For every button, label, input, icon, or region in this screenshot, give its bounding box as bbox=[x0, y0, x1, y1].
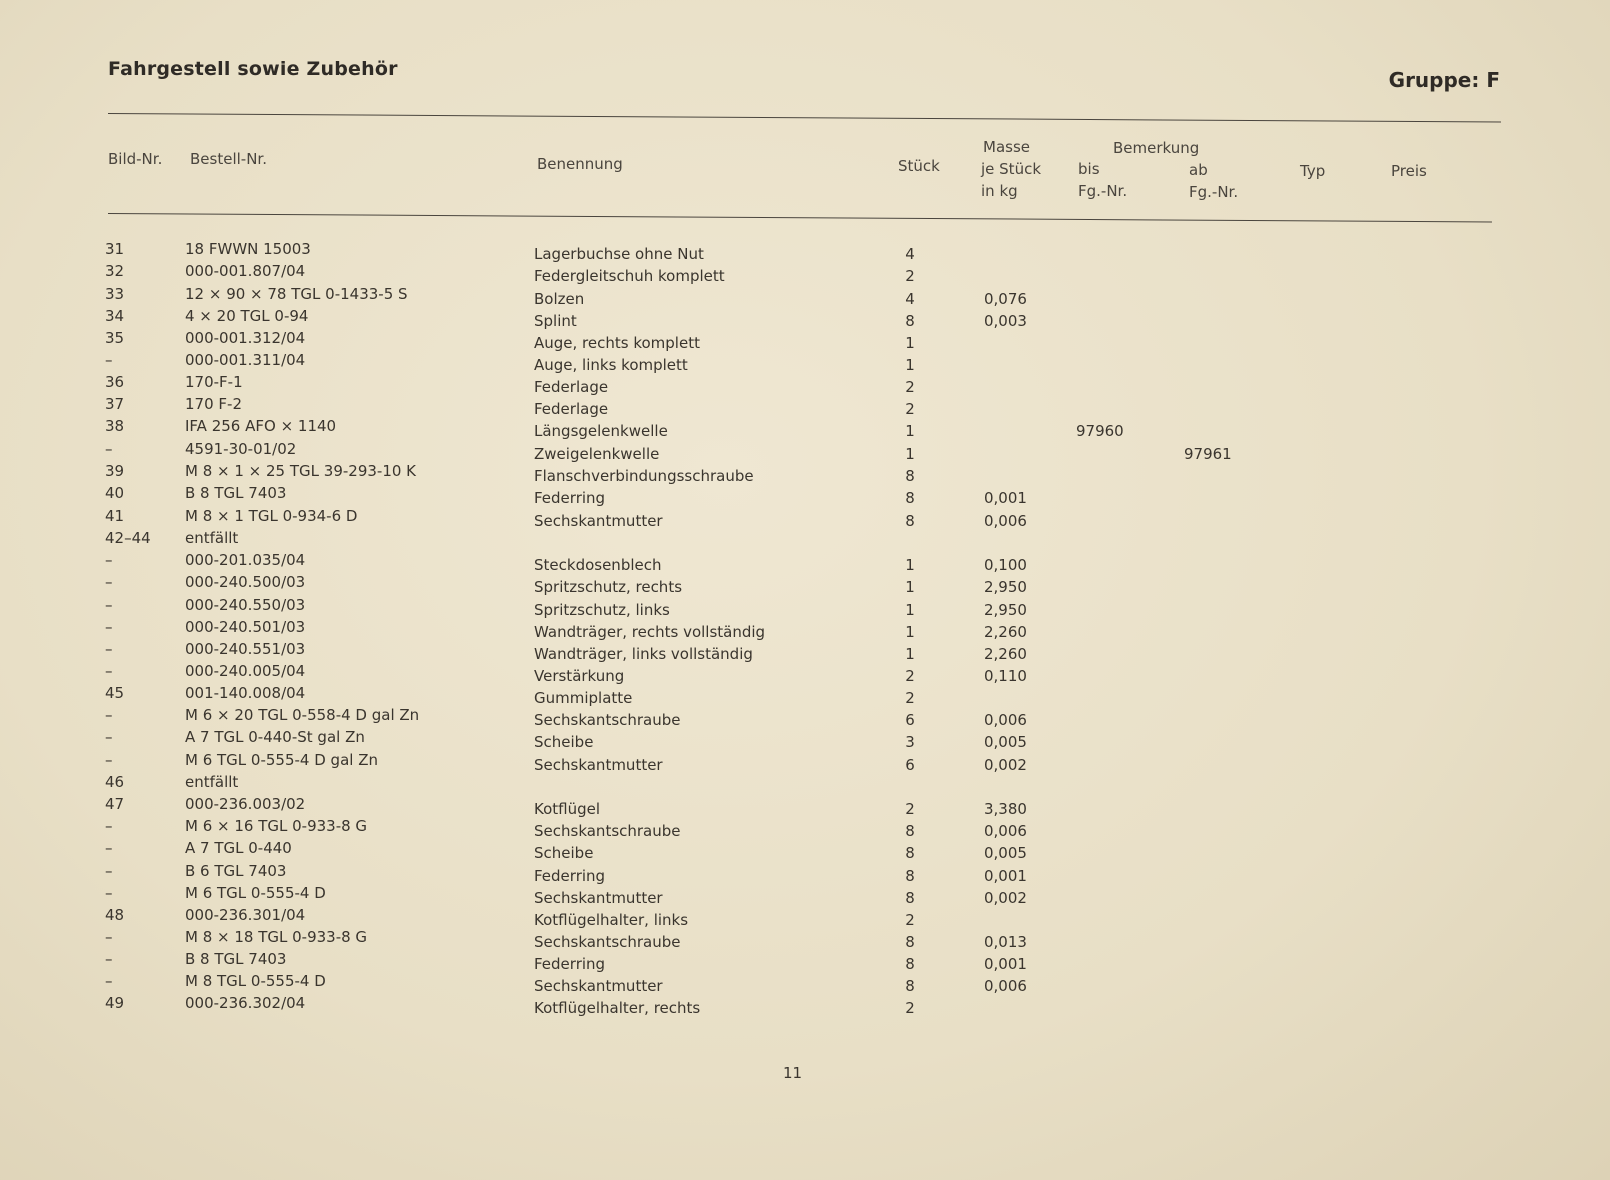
stueck-cell: 8 bbox=[905, 977, 915, 995]
bestell-nr-cell: 170 F-2 bbox=[185, 395, 242, 413]
bestell-nr-cell: entfällt bbox=[185, 529, 239, 547]
header-ab: ab bbox=[1189, 161, 1208, 179]
stueck-cell: 8 bbox=[905, 933, 915, 951]
stueck-cell: 3 bbox=[905, 733, 915, 751]
benennung-cell: Sechskantschraube bbox=[534, 822, 681, 840]
bestell-nr-cell: M 8 × 1 TGL 0-934-6 D bbox=[185, 507, 358, 525]
bestell-nr-cell: entfällt bbox=[185, 773, 239, 791]
table-row bbox=[0, 616, 1610, 641]
masse-cell: 0,006 bbox=[984, 977, 1027, 995]
table-row bbox=[0, 948, 1610, 973]
header-ab-fg-nr: Fg.-Nr. bbox=[1189, 183, 1239, 201]
table-row bbox=[0, 837, 1610, 862]
table-row bbox=[0, 749, 1610, 774]
bild-nr-cell: 42–44 bbox=[105, 529, 151, 547]
header-bis-fg-nr: Fg.-Nr. bbox=[1078, 182, 1128, 200]
bild-nr-cell: – bbox=[105, 884, 113, 902]
stueck-cell: 1 bbox=[905, 601, 915, 619]
benennung-cell: Sechskantmutter bbox=[534, 512, 663, 530]
bild-nr-cell: 33 bbox=[105, 285, 125, 303]
bestell-nr-cell: 000-001.312/04 bbox=[185, 329, 306, 347]
benennung-cell: Sechskantmutter bbox=[534, 977, 663, 995]
table-row bbox=[0, 726, 1610, 751]
benennung-cell: Sechskantschraube bbox=[534, 933, 681, 951]
table-row bbox=[0, 815, 1610, 840]
table-row bbox=[0, 260, 1610, 285]
benennung-cell: Federring bbox=[534, 489, 606, 507]
bild-nr-cell: 47 bbox=[105, 795, 125, 813]
bild-nr-cell: 48 bbox=[105, 906, 125, 924]
header-preis: Preis bbox=[1391, 162, 1427, 180]
table-row bbox=[0, 460, 1610, 485]
table-row bbox=[0, 415, 1610, 440]
bestell-nr-cell: M 6 × 20 TGL 0-558-4 D gal Zn bbox=[185, 706, 420, 724]
table-row bbox=[0, 349, 1610, 374]
masse-cell: 2,260 bbox=[984, 623, 1027, 641]
bestell-nr-cell: 000-001.807/04 bbox=[185, 262, 306, 280]
bild-nr-cell: – bbox=[105, 618, 113, 636]
bild-nr-cell: – bbox=[105, 351, 113, 369]
table-row bbox=[0, 482, 1610, 507]
bestell-nr-cell: 170-F-1 bbox=[185, 373, 243, 391]
bild-nr-cell: – bbox=[105, 928, 113, 946]
table-row bbox=[0, 393, 1610, 418]
table-row bbox=[0, 571, 1610, 596]
stueck-cell: 2 bbox=[905, 800, 915, 818]
bestell-nr-cell: B 8 TGL 7403 bbox=[185, 950, 287, 968]
bild-nr-cell: 39 bbox=[105, 462, 125, 480]
bild-nr-cell: – bbox=[105, 596, 113, 614]
stueck-cell: 8 bbox=[905, 512, 915, 530]
benennung-cell: Scheibe bbox=[534, 733, 594, 751]
bild-nr-cell: 41 bbox=[105, 507, 125, 525]
masse-cell: 3,380 bbox=[984, 800, 1027, 818]
bestell-nr-cell: 000-240.551/03 bbox=[185, 640, 306, 658]
stueck-cell: 8 bbox=[905, 822, 915, 840]
bild-nr-cell: – bbox=[105, 573, 113, 591]
top-divider bbox=[108, 113, 1501, 123]
benennung-cell: Gummiplatte bbox=[534, 689, 633, 707]
bestell-nr-cell: 000-240.501/03 bbox=[185, 618, 306, 636]
bestell-nr-cell: 000-240.005/04 bbox=[185, 662, 306, 680]
stueck-cell: 8 bbox=[905, 867, 915, 885]
header-bemerkung: Bemerkung bbox=[1113, 139, 1200, 157]
masse-cell: 0,005 bbox=[984, 844, 1027, 862]
stueck-cell: 8 bbox=[905, 489, 915, 507]
masse-cell: 0,013 bbox=[984, 933, 1027, 951]
table-row bbox=[0, 793, 1610, 818]
bild-nr-cell: 32 bbox=[105, 262, 125, 280]
stueck-cell: 2 bbox=[905, 378, 915, 396]
bis-fg-nr-cell: 97960 bbox=[1076, 422, 1124, 440]
table-row bbox=[0, 505, 1610, 530]
stueck-cell: 4 bbox=[905, 290, 915, 308]
benennung-cell: Sechskantmutter bbox=[534, 756, 663, 774]
bild-nr-cell: 46 bbox=[105, 773, 125, 791]
stueck-cell: 2 bbox=[905, 667, 915, 685]
table-row bbox=[0, 660, 1610, 685]
bestell-nr-cell: 001-140.008/04 bbox=[185, 684, 306, 702]
masse-cell: 0,003 bbox=[984, 312, 1027, 330]
bestell-nr-cell: 000-240.550/03 bbox=[185, 596, 306, 614]
masse-cell: 0,006 bbox=[984, 822, 1027, 840]
bild-nr-cell: – bbox=[105, 551, 113, 569]
benennung-cell: Längsgelenkwelle bbox=[534, 422, 668, 440]
bild-nr-cell: – bbox=[105, 817, 113, 835]
table-row bbox=[0, 527, 1610, 549]
benennung-cell: Kotflügelhalter, rechts bbox=[534, 999, 701, 1017]
bild-nr-cell: 38 bbox=[105, 417, 125, 435]
stueck-cell: 6 bbox=[905, 711, 915, 729]
bestell-nr-cell: M 6 TGL 0-555-4 D gal Zn bbox=[185, 751, 378, 769]
stueck-cell: 1 bbox=[905, 445, 915, 463]
benennung-cell: Zweigelenkwelle bbox=[534, 445, 660, 463]
bild-nr-cell: 40 bbox=[105, 484, 125, 502]
table-row bbox=[0, 970, 1610, 995]
bestell-nr-cell: 000-240.500/03 bbox=[185, 573, 306, 591]
bild-nr-cell: 36 bbox=[105, 373, 125, 391]
benennung-cell: Verstärkung bbox=[534, 667, 625, 685]
table-row bbox=[0, 882, 1610, 907]
bild-nr-cell: – bbox=[105, 640, 113, 658]
bild-nr-cell: – bbox=[105, 706, 113, 724]
masse-cell: 0,005 bbox=[984, 733, 1027, 751]
table-row bbox=[0, 549, 1610, 574]
stueck-cell: 8 bbox=[905, 955, 915, 973]
table-row bbox=[0, 305, 1610, 330]
bestell-nr-cell: 4591-30-01/02 bbox=[185, 440, 297, 458]
header-stueck: Stück bbox=[898, 157, 940, 175]
benennung-cell: Auge, rechts komplett bbox=[534, 334, 700, 352]
bestell-nr-cell: B 8 TGL 7403 bbox=[185, 484, 287, 502]
benennung-cell: Lagerbuchse ohne Nut bbox=[534, 245, 704, 263]
header-masse-line3: in kg bbox=[981, 182, 1018, 200]
stueck-cell: 1 bbox=[905, 578, 915, 596]
bestell-nr-cell: 000-236.301/04 bbox=[185, 906, 306, 924]
masse-cell: 0,110 bbox=[984, 667, 1027, 685]
benennung-cell: Federring bbox=[534, 867, 606, 885]
bestell-nr-cell: A 7 TGL 0-440-St gal Zn bbox=[185, 728, 365, 746]
bestell-nr-cell: IFA 256 AFO × 1140 bbox=[185, 417, 337, 435]
bestell-nr-cell: M 8 × 18 TGL 0-933-8 G bbox=[185, 928, 368, 946]
masse-cell: 0,076 bbox=[984, 290, 1027, 308]
stueck-cell: 6 bbox=[905, 756, 915, 774]
bestell-nr-cell: 4 × 20 TGL 0-94 bbox=[185, 307, 309, 325]
bild-nr-cell: 34 bbox=[105, 307, 125, 325]
stueck-cell: 2 bbox=[905, 999, 915, 1017]
benennung-cell: Spritzschutz, links bbox=[534, 601, 670, 619]
masse-cell: 0,002 bbox=[984, 756, 1027, 774]
bild-nr-cell: – bbox=[105, 440, 113, 458]
benennung-cell: Steckdosenblech bbox=[534, 556, 662, 574]
header-benennung: Benennung bbox=[537, 155, 623, 173]
bild-nr-cell: 37 bbox=[105, 395, 125, 413]
table-row bbox=[0, 904, 1610, 929]
header-bild-nr: Bild-Nr. bbox=[108, 150, 163, 168]
bild-nr-cell: 45 bbox=[105, 684, 125, 702]
masse-cell: 0,001 bbox=[984, 489, 1027, 507]
benennung-cell: Flanschverbindungsschraube bbox=[534, 467, 754, 485]
bestell-nr-cell: M 8 × 1 × 25 TGL 39-293-10 K bbox=[185, 462, 417, 480]
stueck-cell: 2 bbox=[905, 911, 915, 929]
benennung-cell: Federring bbox=[534, 955, 606, 973]
stueck-cell: 1 bbox=[905, 556, 915, 574]
table-row bbox=[0, 682, 1610, 707]
bestell-nr-cell: 000-001.311/04 bbox=[185, 351, 306, 369]
stueck-cell: 8 bbox=[905, 467, 915, 485]
stueck-cell: 8 bbox=[905, 889, 915, 907]
bestell-nr-cell: B 6 TGL 7403 bbox=[185, 862, 287, 880]
table-row bbox=[0, 594, 1610, 619]
bestell-nr-cell: A 7 TGL 0-440 bbox=[185, 839, 292, 857]
masse-cell: 0,001 bbox=[984, 867, 1027, 885]
bestell-nr-cell: 000-236.302/04 bbox=[185, 994, 306, 1012]
bild-nr-cell: – bbox=[105, 950, 113, 968]
page-title: Fahrgestell sowie Zubehör bbox=[108, 58, 398, 80]
group-label: Gruppe: F bbox=[1388, 68, 1500, 92]
masse-cell: 0,006 bbox=[984, 512, 1027, 530]
table-row bbox=[0, 638, 1610, 663]
bestell-nr-cell: 18 FWWN 15003 bbox=[185, 240, 311, 258]
masse-cell: 0,002 bbox=[984, 889, 1027, 907]
ab-fg-nr-cell: 97961 bbox=[1184, 445, 1232, 463]
header-typ: Typ bbox=[1300, 162, 1326, 180]
bild-nr-cell: – bbox=[105, 862, 113, 880]
table-row bbox=[0, 371, 1610, 396]
benennung-cell: Splint bbox=[534, 312, 577, 330]
table-row bbox=[0, 926, 1610, 951]
table-row bbox=[0, 438, 1610, 463]
table-row bbox=[0, 992, 1610, 1017]
bestell-nr-cell: 000-201.035/04 bbox=[185, 551, 306, 569]
benennung-cell: Kotflügelhalter, links bbox=[534, 911, 689, 929]
header-masse-line1: Masse bbox=[983, 138, 1030, 156]
stueck-cell: 4 bbox=[905, 245, 915, 263]
bild-nr-cell: – bbox=[105, 839, 113, 857]
stueck-cell: 2 bbox=[905, 267, 915, 285]
benennung-cell: Wandträger, rechts vollständig bbox=[534, 623, 766, 641]
bild-nr-cell: 31 bbox=[105, 240, 125, 258]
bild-nr-cell: 35 bbox=[105, 329, 125, 347]
bild-nr-cell: – bbox=[105, 662, 113, 680]
stueck-cell: 1 bbox=[905, 356, 915, 374]
benennung-cell: Scheibe bbox=[534, 844, 594, 862]
benennung-cell: Federlage bbox=[534, 400, 609, 418]
benennung-cell: Sechskantmutter bbox=[534, 889, 663, 907]
bild-nr-cell: – bbox=[105, 751, 113, 769]
benennung-cell: Wandträger, links vollständig bbox=[534, 645, 753, 663]
benennung-cell: Federgleitschuh komplett bbox=[534, 267, 725, 285]
header-divider bbox=[108, 213, 1492, 222]
bild-nr-cell: – bbox=[105, 728, 113, 746]
table-row bbox=[0, 771, 1610, 793]
bestell-nr-cell: M 6 × 16 TGL 0-933-8 G bbox=[185, 817, 368, 835]
stueck-cell: 1 bbox=[905, 623, 915, 641]
stueck-cell: 2 bbox=[905, 689, 915, 707]
header-bis: bis bbox=[1078, 160, 1100, 178]
bestell-nr-cell: M 8 TGL 0-555-4 D bbox=[185, 972, 326, 990]
stueck-cell: 1 bbox=[905, 334, 915, 352]
benennung-cell: Federlage bbox=[534, 378, 609, 396]
stueck-cell: 8 bbox=[905, 312, 915, 330]
header-masse-line2: je Stück bbox=[981, 160, 1042, 178]
bestell-nr-cell: 12 × 90 × 78 TGL 0-1433-5 S bbox=[185, 285, 408, 303]
masse-cell: 2,260 bbox=[984, 645, 1027, 663]
masse-cell: 2,950 bbox=[984, 601, 1027, 619]
bild-nr-cell: 49 bbox=[105, 994, 125, 1012]
stueck-cell: 2 bbox=[905, 400, 915, 418]
bestell-nr-cell: M 6 TGL 0-555-4 D bbox=[185, 884, 326, 902]
table-row bbox=[0, 860, 1610, 885]
table-row bbox=[0, 327, 1610, 352]
bild-nr-cell: – bbox=[105, 972, 113, 990]
table-row bbox=[0, 238, 1610, 263]
masse-cell: 2,950 bbox=[984, 578, 1027, 596]
masse-cell: 0,001 bbox=[984, 955, 1027, 973]
benennung-cell: Kotflügel bbox=[534, 800, 601, 818]
bestell-nr-cell: 000-236.003/02 bbox=[185, 795, 306, 813]
benennung-cell: Sechskantschraube bbox=[534, 711, 681, 729]
masse-cell: 0,006 bbox=[984, 711, 1027, 729]
header-bestell-nr: Bestell-Nr. bbox=[190, 150, 267, 168]
stueck-cell: 1 bbox=[905, 422, 915, 440]
stueck-cell: 8 bbox=[905, 844, 915, 862]
benennung-cell: Bolzen bbox=[534, 290, 585, 308]
benennung-cell: Auge, links komplett bbox=[534, 356, 688, 374]
stueck-cell: 1 bbox=[905, 645, 915, 663]
page-number: 11 bbox=[783, 1064, 803, 1082]
table-row bbox=[0, 704, 1610, 729]
table-row bbox=[0, 283, 1610, 308]
masse-cell: 0,100 bbox=[984, 556, 1027, 574]
benennung-cell: Spritzschutz, rechts bbox=[534, 578, 683, 596]
